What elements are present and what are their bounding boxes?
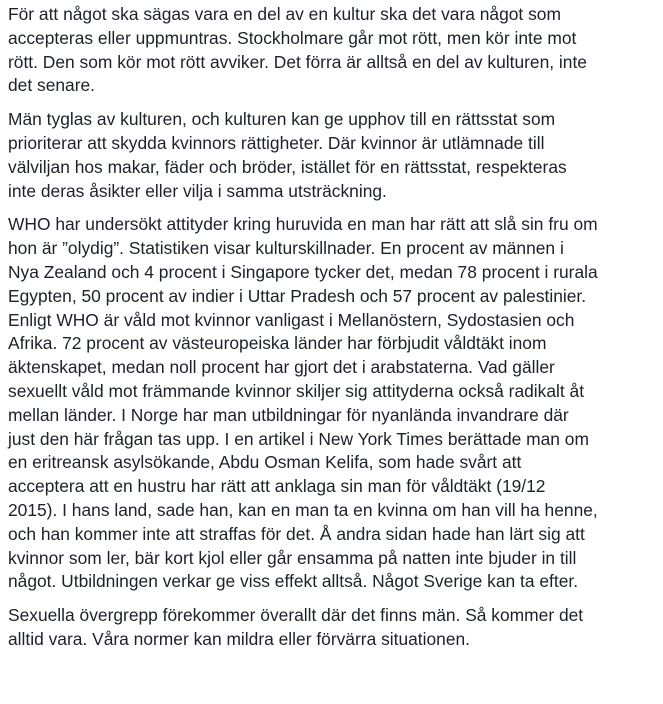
text-line: äktenskapet, medan noll procent har gjort det i arabstaterna. Vad gäller xyxy=(8,357,555,378)
text-line: inte deras åsikter eller vilja i samma utsträckning. xyxy=(8,180,387,201)
text-line: välviljan hos makar, fäder och bröder, istället för en rättsstat, respekteras xyxy=(8,156,567,177)
text-line: Afrika. 72 procent av västeuropeiska länder har förbjudit våldtäkt inom xyxy=(8,333,547,354)
text-line: accepteras eller uppmuntras. Stockholmare går mot rött, men kör inte mot xyxy=(8,27,577,48)
paragraph-who-statistics xyxy=(8,213,655,594)
text-line: WHO har undersökt attityder kring huruvida en man har rätt att slå sin fru om xyxy=(8,214,598,235)
text-line: Nya Zealand och 4 procent i Singapore tycker det, medan 78 procent i rurala xyxy=(8,261,598,282)
text-line: alltid vara. Våra normer kan mildra eller förvärra situationen. xyxy=(8,628,471,649)
text-line: Män tyglas av kulturen, och kulturen kan ge upphov till en rättsstat som xyxy=(8,109,556,130)
text-line: det senare. xyxy=(8,75,96,96)
text-line: kvinnor som ler, bär kort kjol eller går ensamma på natten inte bjuder in till xyxy=(8,547,577,568)
text-line: rött. Den som kör mot rött avviker. Det förra är alltså en del av kulturen, inte xyxy=(8,51,587,72)
text-line: 2015). I hans land, sade han, kan en man ta en kvinna om han vill ha henne, xyxy=(8,499,598,520)
paragraph-culture-definition xyxy=(8,3,655,98)
text-line: mellan länder. I Norge har man utbildningar för nyanlända invandrare där xyxy=(8,404,569,425)
text-line: Enligt WHO är våld mot kvinnor vanligast i Mellanöstern, Sydostasien och xyxy=(8,309,575,330)
text-line: acceptera att en hustru har rätt att anklaga sin man för våldtäkt (19/12 xyxy=(8,476,546,497)
text-line: något. Utbildningen verkar ge viss effekt alltså. Något Sverige kan ta efter. xyxy=(8,571,579,592)
text-line: För att något ska sägas vara en del av en kultur ska det vara något som xyxy=(8,4,561,24)
text-line: prioriterar att skydda kvinnors rättigheter. Där kvinnor är utlämnade till xyxy=(8,132,545,153)
text-line: hon är ”olydig”. Statistiken visar kulturskillnader. En procent av männen i xyxy=(8,238,564,259)
text-line: och han kommer inte att straffas för det. Å andra sidan hade han lärt sig att xyxy=(8,523,585,544)
text-line: just den här frågan tas upp. I en artikel i New York Times berättade man om xyxy=(8,428,589,449)
text-line: Sexuella övergrepp förekommer överallt där det finns män. Så kommer det xyxy=(8,605,584,626)
paragraph-conclusion xyxy=(8,604,655,652)
paragraph-rule-of-law xyxy=(8,108,655,203)
text-line: sexuellt våld mot främmande kvinnor skiljer sig attityderna också radikalt åt xyxy=(8,380,585,401)
text-line: en eritreansk asylsökande, Abdu Osman Kelifa, som hade svårt att xyxy=(8,452,522,473)
text-line: Egypten, 50 procent av indier i Uttar Pradesh och 57 procent av palestinier. xyxy=(8,285,587,306)
